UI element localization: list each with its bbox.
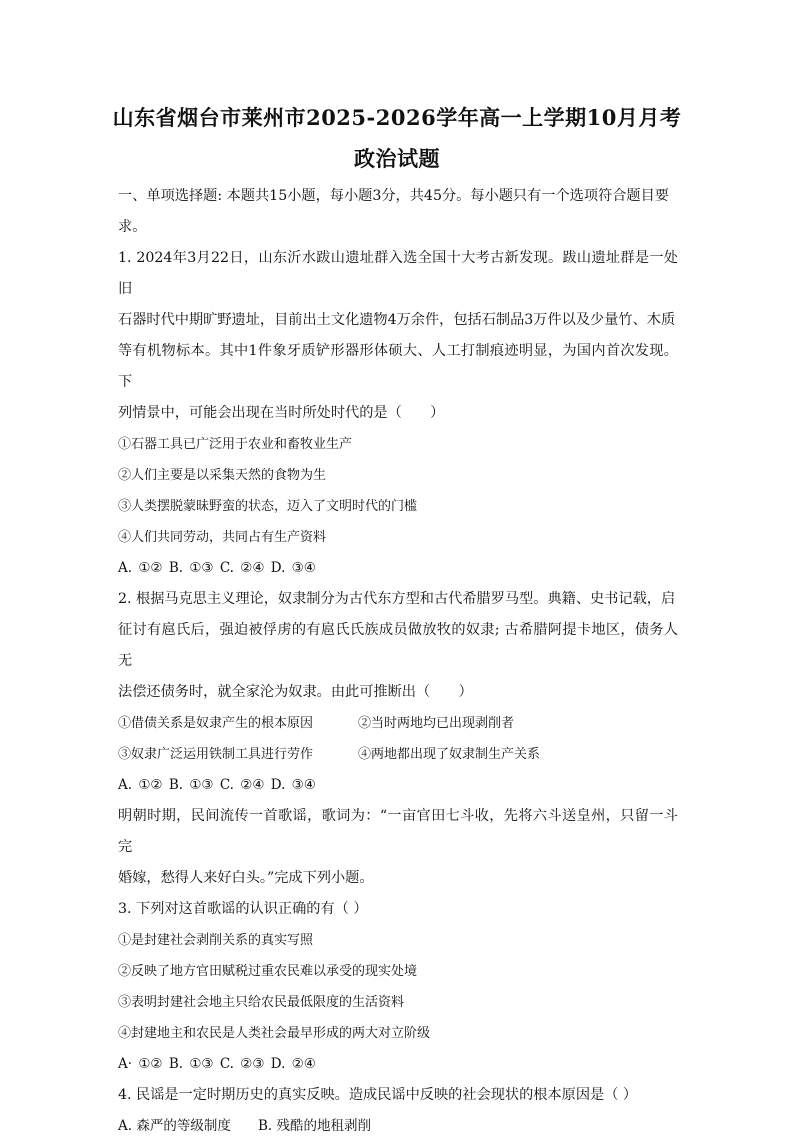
question-4-choices — [118, 1111, 678, 1142]
question-3-option: ③表明封建社会地主只给农民最低限度的生活资料 — [118, 995, 405, 1010]
question-3 — [118, 894, 678, 1080]
question-3-option: ①是封建社会剥削关系的真实写照 — [118, 933, 314, 948]
question-1-choices: A. ①② B. ①③ C. ②④ D. ③④ — [118, 560, 316, 576]
question-2-choices: A. ①② B. ①③ C. ②④ D. ③④ — [118, 777, 316, 793]
question-1 — [118, 243, 678, 584]
question-2-stem-line: 法偿还债务时，就全家沦为奴隶。由此可推断出（ ） — [118, 684, 473, 700]
question-4-choice-b: B. 残酷的地租剥削 — [258, 1118, 372, 1134]
material-passage — [118, 801, 678, 894]
question-2-option: ④两地都出现了奴隶制生产关系 — [358, 747, 541, 762]
question-1-stem-line: 石器时代中期旷野遗址，目前出土文化遗物4万余件，包括石制品3万件以及少量竹、木质 — [118, 312, 676, 328]
document-title: 山东省烟台市莱州市2025-2026学年高一上学期10月月考 — [112, 105, 682, 130]
question-2-option: ②当时两地均已出现剥削者 — [358, 716, 515, 731]
question-1-stem-line: 列情景中，可能会出现在当时所处时代的是（ ） — [118, 405, 445, 421]
question-1-stem-line: 等有机物标本。其中1件象牙质铲形器形体硕大、人工打制痕迹明显，为国内首次发现。下 — [118, 343, 678, 390]
question-4-choice-a: A. 森严的等级制度 — [118, 1118, 231, 1134]
question-4 — [118, 1080, 678, 1142]
question-3-choices: A· ①② B. ①③ C. ②③ D. ②④ — [118, 1056, 316, 1072]
question-2-options-row — [118, 708, 678, 739]
question-2-options-row — [118, 739, 678, 770]
question-3-option: ②反映了地方官田赋税过重农民难以承受的现实处境 — [118, 964, 418, 979]
question-2-stem-line: 2. 根据马克思主义理论，奴隶制分为古代东方型和古代希腊罗马型。典籍、史书记载，启 — [118, 591, 676, 607]
question-2-stem-line: 征讨有扈氏后，强迫被俘虏的有扈氏氏族成员做放牧的奴隶; 古希腊阿提卡地区，债务人无 — [118, 622, 678, 669]
material-line: 婚嫁，愁得人来好白头。”完成下列小题。 — [118, 870, 374, 886]
question-1-option: ①石器工具已广泛用于农业和畜牧业生产 — [118, 437, 353, 452]
question-1-option: ④人们共同劳动，共同占有生产资料 — [118, 530, 327, 545]
document-body — [118, 181, 678, 1142]
section-intro-line: 求。 — [118, 219, 147, 235]
question-2-option: ③奴隶广泛运用铁制工具进行劳作 — [118, 747, 314, 762]
section-intro-line: 一、单项选择题: 本题共15小题，每小题3分，共45分。每小题只有一个选项符合题目要 — [118, 188, 669, 204]
material-line: 明朝时期，民间流传一首歌谣，歌词为：“一亩官田七斗收，先将六斗送皇州，只留一斗完 — [118, 808, 678, 855]
question-4-stem: 4. 民谣是一定时期历史的真实反映。造成民谣中反映的社会现状的根本原因是（ ） — [118, 1087, 638, 1103]
document-subtitle: 政治试题 — [354, 146, 440, 171]
question-3-option: ④封建地主和农民是人类社会最早形成的两大对立阶级 — [118, 1026, 431, 1041]
question-1-stem-line: 1. 2024年3月22日，山东沂水跋山遗址群入选全国十大考古新发现。跋山遗址群是一处旧 — [118, 250, 678, 297]
question-1-option: ②人们主要是以采集天然的食物为生 — [118, 468, 327, 483]
question-1-option: ③人类摆脱蒙昧野蛮的状态，迈入了文明时代的门槛 — [118, 499, 418, 514]
question-2 — [118, 584, 678, 801]
question-2-option: ①借债关系是奴隶产生的根本原因 — [118, 716, 314, 731]
question-3-stem: 3. 下列对这首歌谣的认识正确的有（ ） — [118, 901, 368, 917]
